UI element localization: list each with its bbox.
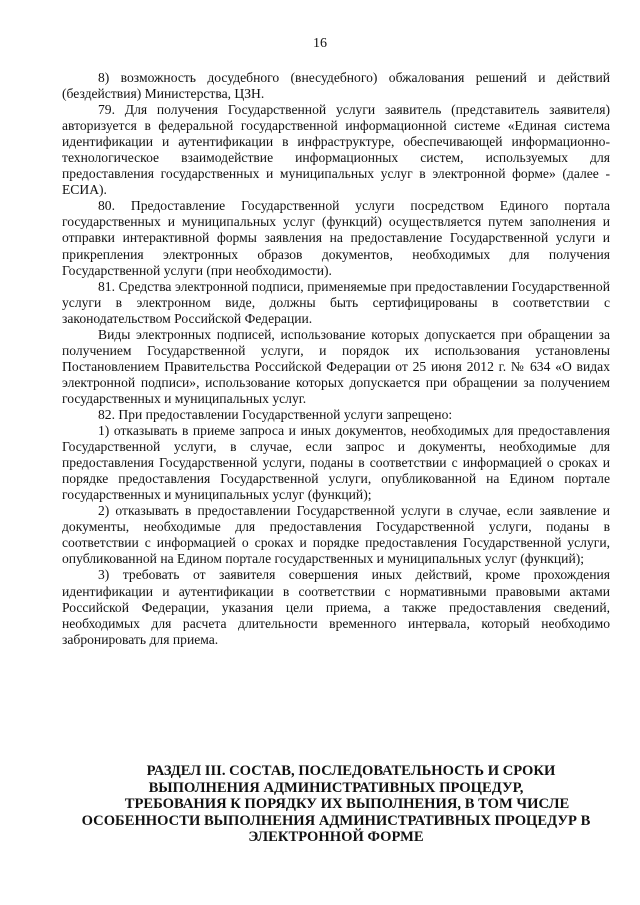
section-heading-line: РАЗДЕЛ III. СОСТАВ, ПОСЛЕДОВАТЕЛЬНОСТЬ И СРОКИ <box>146 763 556 779</box>
paragraph-81: 81. Средства электронной подписи, применяемые при предоставлении Государственной услуги в электронном виде, должны быть сертифицированы в соответствии с законодательством Российской Федерации. <box>62 278 610 326</box>
paragraph-prohibition-3: 3) требовать от заявителя совершения иных действий, кроме прохождения идентификации и аутентификации в соответствии с нормативными правовыми актами Российской Федерации, указания цели приема, а также предоставления сведений, необходимых для расчета длительности временного интервала, который необходимо забронировать для приема. <box>62 567 610 647</box>
page-number: 16 <box>313 36 327 51</box>
paragraph-79: 79. Для получения Государственной услуги заявитель (представитель заявителя) авторизуется в федеральной государственной информационной системе «Единая система идентификации и аутентификации в инфраструктуре, обеспечивающей информационно-технологическое взаимодействие информационных систем, используемых для предоставления государственных и муниципальных услуг в электронной форме» (далее - ЕСИА). <box>62 102 610 198</box>
paragraph-80: 80. Предоставление Государственной услуги посредством Единого портала государственных и муниципальных услуг (функций) осуществляется путем заполнения и отправки интерактивной формы заявления на предоставление Государственной услуги и прикрепления электронных образов документов, необходимых для получения Государственной услуги (при необходимости). <box>62 198 610 278</box>
paragraph-signature-types: Виды электронных подписей, использование которых допускается при обращении за получением Государственной услуги, и порядок их использования установлены Постановлением Правительства Российской Федерации от 25 июня 2012 г. № 634 «О видах электронной подписи», использование которых допускается при обращении за получением государственных и муниципальных услуг. <box>62 326 610 406</box>
document-body <box>62 70 610 648</box>
section-heading-line: ВЫПОЛНЕНИЯ АДМИНИСТРАТИВНЫХ ПРОЦЕДУР, <box>148 779 524 796</box>
section-heading-line: ТРЕБОВАНИЯ К ПОРЯДКУ ИХ ВЫПОЛНЕНИЯ, В ТОМ ЧИСЛЕ <box>124 796 570 813</box>
section-heading <box>62 763 610 846</box>
section-heading-line: ОСОБЕННОСТИ ВЫПОЛНЕНИЯ АДМИНИСТРАТИВНЫХ ПРОЦЕДУР В <box>81 812 591 829</box>
paragraph-prohibition-2: 2) отказывать в предоставлении Государственной услуги в случае, если заявление и документы, необходимые для предоставления Государственной услуги, поданы в соответствии с информацией о сроках и порядке предоставления Государственной услуги, опубликованной на Едином портале государственных и муниципальных услуг (функций); <box>62 503 610 567</box>
section-heading-line: ЭЛЕКТРОННОЙ ФОРМЕ <box>248 829 424 846</box>
paragraph-item-8: 8) возможность досудебного (внесудебного) обжалования решений и действий (бездействия) Министерства, ЦЗН. <box>62 70 610 102</box>
paragraph-prohibition-1: 1) отказывать в приеме запроса и иных документов, необходимых для предоставления Государственной услуги, в случае, если запрос и документы, необходимые для предоставления Государственной услуги, поданы в соответствии с информацией о сроках и порядке предоставления Государственной услуги, опубликованной на Едином портале государственных и муниципальных услуг (функций); <box>62 423 610 503</box>
paragraph-82: 82. При предоставлении Государственной услуги запрещено: <box>98 406 453 422</box>
